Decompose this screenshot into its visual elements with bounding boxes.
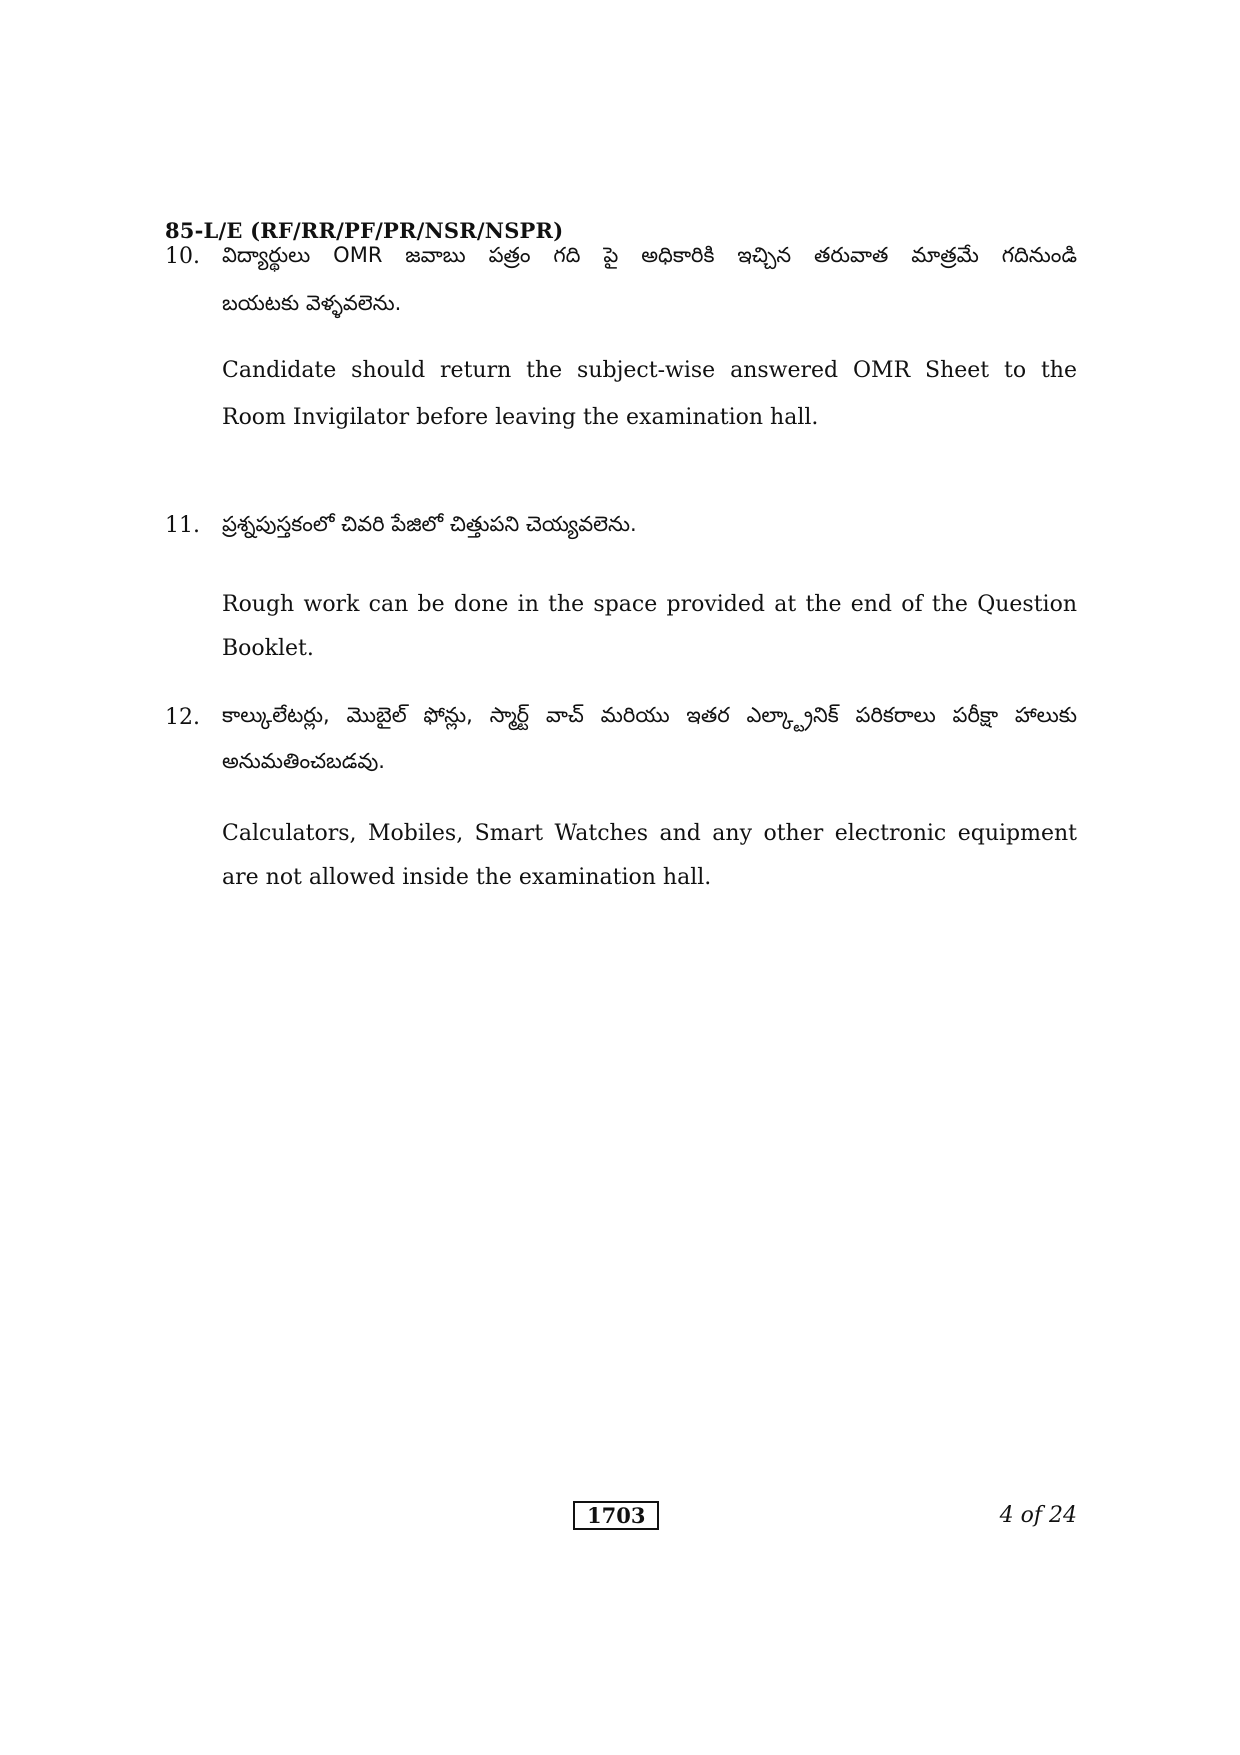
instruction-number: 11. [165,513,200,538]
page-indicator: 4 of 24 [999,1503,1077,1528]
telugu-text [222,231,1077,327]
english-line: Calculators, Mobiles, Smart Watches and any other electronic equipment [222,821,1077,846]
english-text [222,583,1077,671]
paper-code-header: 85-L/E (RF/RR/PF/PR/NSR/NSPR) [165,218,564,243]
telugu-line: అనుమతించబడవు. [222,749,385,773]
english-text [222,347,1077,441]
telugu-text [222,500,1077,548]
telugu-text [222,692,1077,784]
instruction-number: 12. [165,705,200,730]
instruction-number: 10. [165,244,200,269]
english-line: Rough work can be done in the space provided at the end of the Question [222,592,1077,617]
english-line: Room Invigilator before leaving the examination hall. [222,405,819,430]
booklet-code-box: 1703 [573,1501,659,1530]
english-line: Booklet. [222,636,314,661]
telugu-line: విద్యార్థులు OMR జవాబు పత్రం గది పై అధికారికి ఇచ్చిన తరువాత మాత్రమే గదినుండి [222,243,1077,267]
telugu-line: కాల్కులేటర్లు, మొబైల్ ఫోన్లు, స్మార్ట్ వాచ్ మరియు ఇతర ఎల్క్ట్రానిక్ పరికరాలు పరీక్షా హాలుకు [222,703,1077,727]
telugu-line: ప్రశ్నపుస్తకంలో చివరి పేజిలో చిత్తుపని చెయ్యవలెను. [222,512,637,536]
telugu-line: బయటకు వెళ్ళవలెను. [222,291,402,315]
english-text [222,812,1077,900]
english-line: Candidate should return the subject-wise answered OMR Sheet to the [222,358,1077,383]
english-line: are not allowed inside the examination hall. [222,865,712,890]
